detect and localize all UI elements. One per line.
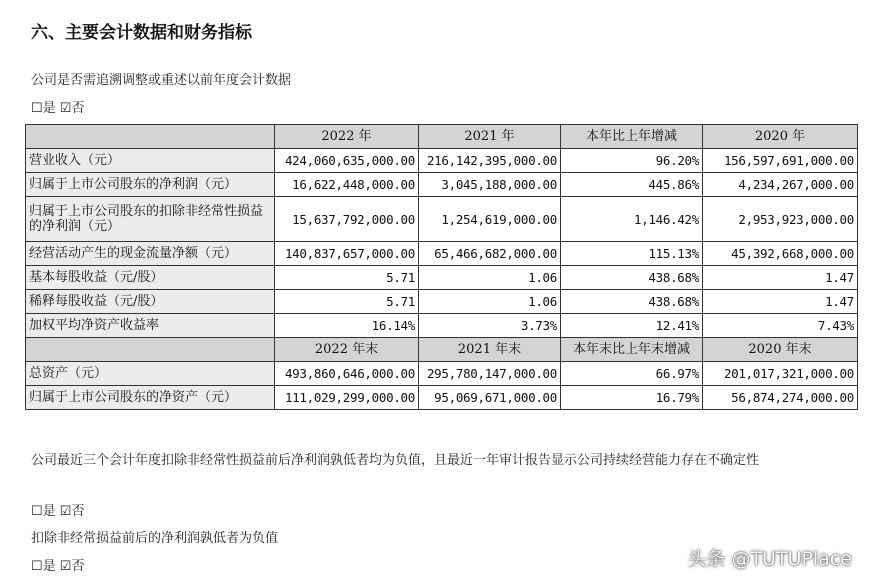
row-label: 经营活动产生的现金流量净额（元） (26, 242, 275, 266)
row-label: 总资产（元） (26, 362, 275, 386)
subheader-cell-2022-end: 2022 年末 (275, 338, 419, 362)
value-2022: 15,637,792,000.00 (275, 197, 419, 242)
row-label: 基本每股收益（元/股） (26, 266, 275, 290)
table-row (26, 314, 858, 338)
financial-indicators-table (25, 124, 858, 410)
restate-question: 公司是否需追溯调整或重述以前年度会计数据 (31, 73, 292, 88)
value-change: 12.41% (561, 314, 703, 338)
value-change: 438.68% (561, 290, 703, 314)
row-label: 归属于上市公司股东的扣除非经常性损益的净利润（元） (26, 197, 275, 242)
subheader-cell-2021-end: 2021 年末 (419, 338, 561, 362)
value-change: 115.13% (561, 242, 703, 266)
table-row (26, 290, 858, 314)
header-cell-change: 本年比上年增减 (561, 125, 703, 149)
value-2022: 16,622,448,000.00 (275, 173, 419, 197)
value-2022: 111,029,299,000.00 (275, 386, 419, 410)
row-label: 稀释每股收益（元/股） (26, 290, 275, 314)
value-2021: 1.06 (419, 266, 561, 290)
value-change: 438.68% (561, 266, 703, 290)
value-2020: 201,017,321,000.00 (703, 362, 858, 386)
value-2021: 95,069,671,000.00 (419, 386, 561, 410)
value-2020: 2,953,923,000.00 (703, 197, 858, 242)
value-2021: 1.06 (419, 290, 561, 314)
negative-profit-options: ☐是 ☑否 (31, 559, 85, 574)
value-change: 96.20% (561, 149, 703, 173)
restate-options: ☐是 ☑否 (31, 101, 85, 116)
section-heading: 六、主要会计数据和财务指标 (31, 23, 252, 43)
value-2020: 156,597,691,000.00 (703, 149, 858, 173)
watermark: 头条 @TUTUPlace (687, 548, 852, 570)
table-row (26, 149, 858, 173)
table-header-row (26, 125, 858, 149)
subheader-cell-change: 本年末比上年末增减 (561, 338, 703, 362)
subheader-cell-2020-end: 2020 年末 (703, 338, 858, 362)
value-2021: 216,142,395,000.00 (419, 149, 561, 173)
value-2021: 3.73% (419, 314, 561, 338)
table-subheader-row (26, 338, 858, 362)
value-2020: 4,234,267,000.00 (703, 173, 858, 197)
row-label: 营业收入（元） (26, 149, 275, 173)
value-change: 16.79% (561, 386, 703, 410)
value-2021: 65,466,682,000.00 (419, 242, 561, 266)
value-2022: 140,837,657,000.00 (275, 242, 419, 266)
header-cell-blank (26, 125, 275, 149)
value-2022: 16.14% (275, 314, 419, 338)
value-2022: 5.71 (275, 290, 419, 314)
value-2020: 7.43% (703, 314, 858, 338)
negative-profit-note: 扣除非经常损益前后的净利润孰低者为负值 (31, 531, 279, 546)
value-change: 66.97% (561, 362, 703, 386)
header-cell-2021: 2021 年 (419, 125, 561, 149)
header-cell-2022: 2022 年 (275, 125, 419, 149)
table-row (26, 242, 858, 266)
value-2020: 56,874,274,000.00 (703, 386, 858, 410)
value-change: 1,146.42% (561, 197, 703, 242)
value-2020: 1.47 (703, 266, 858, 290)
value-2020: 1.47 (703, 290, 858, 314)
table-row (26, 197, 858, 242)
header-cell-2020: 2020 年 (703, 125, 858, 149)
value-2021: 3,045,188,000.00 (419, 173, 561, 197)
table-row (26, 173, 858, 197)
table-row (26, 266, 858, 290)
table-row (26, 362, 858, 386)
loss-condition-options: ☐是 ☑否 (31, 504, 85, 519)
value-2021: 295,780,147,000.00 (419, 362, 561, 386)
table-row (26, 386, 858, 410)
value-2022: 424,060,635,000.00 (275, 149, 419, 173)
row-label: 归属于上市公司股东的净利润（元） (26, 173, 275, 197)
value-2021: 1,254,619,000.00 (419, 197, 561, 242)
value-change: 445.86% (561, 173, 703, 197)
row-label: 归属于上市公司股东的净资产（元） (26, 386, 275, 410)
loss-condition-note: 公司最近三个会计年度扣除非经常性损益前后净利润孰低者均为负值，且最近一年审计报告显示公司持续经营能力存在不确定性 (31, 453, 760, 468)
subheader-cell-blank (26, 338, 275, 362)
value-2020: 45,392,668,000.00 (703, 242, 858, 266)
row-label: 加权平均净资产收益率 (26, 314, 275, 338)
value-2022: 493,860,646,000.00 (275, 362, 419, 386)
value-2022: 5.71 (275, 266, 419, 290)
